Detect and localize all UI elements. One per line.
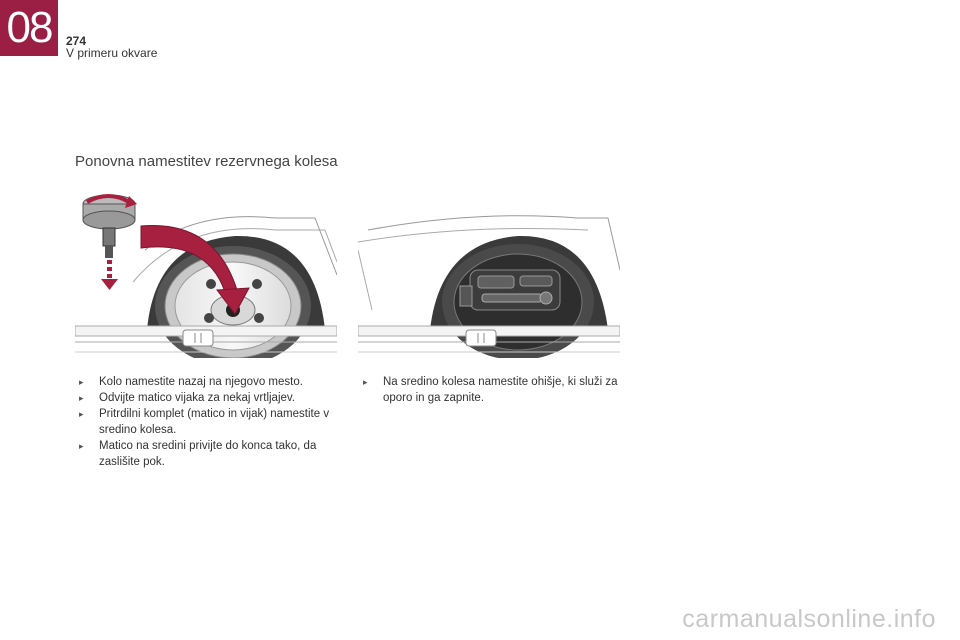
list-item: ▸ Pritrdilni komplet (matico in vijak) namestite v sredino kolesa. (79, 408, 330, 436)
list-item: ▸ Odvijte matico vijaka za nekaj vrtljajev. (79, 392, 295, 404)
arrow-bullet-icon: ▸ (363, 377, 368, 387)
left-steps-list (77, 374, 339, 470)
page-title: Ponovna namestitev rezervnega kolesa (75, 153, 338, 170)
spare-wheel-fitting-illustration (75, 190, 337, 358)
watermark: carmanualsonline.info (682, 605, 936, 633)
page-number: 274 (66, 34, 87, 48)
list-item: ▸ Kolo namestite nazaj na njegovo mesto. (79, 376, 303, 388)
chapter-number: 08 (6, 3, 52, 52)
arrow-bullet-icon: ▸ (79, 377, 84, 387)
chapter-tab (0, 0, 58, 56)
section-name: V primeru okvare (66, 46, 158, 60)
list-item: ▸ Na sredino kolesa namestite ohišje, ki služi za oporo in ga zapnite. (363, 376, 618, 404)
right-steps-list (361, 374, 623, 406)
list-item: ▸ Matico na sredini privijte do konca tako, da zaslišite pok. (79, 440, 317, 468)
arrow-bullet-icon: ▸ (79, 441, 84, 451)
housing-fitting-illustration (358, 190, 620, 358)
arrow-bullet-icon: ▸ (79, 393, 84, 403)
arrow-bullet-icon: ▸ (79, 409, 84, 419)
